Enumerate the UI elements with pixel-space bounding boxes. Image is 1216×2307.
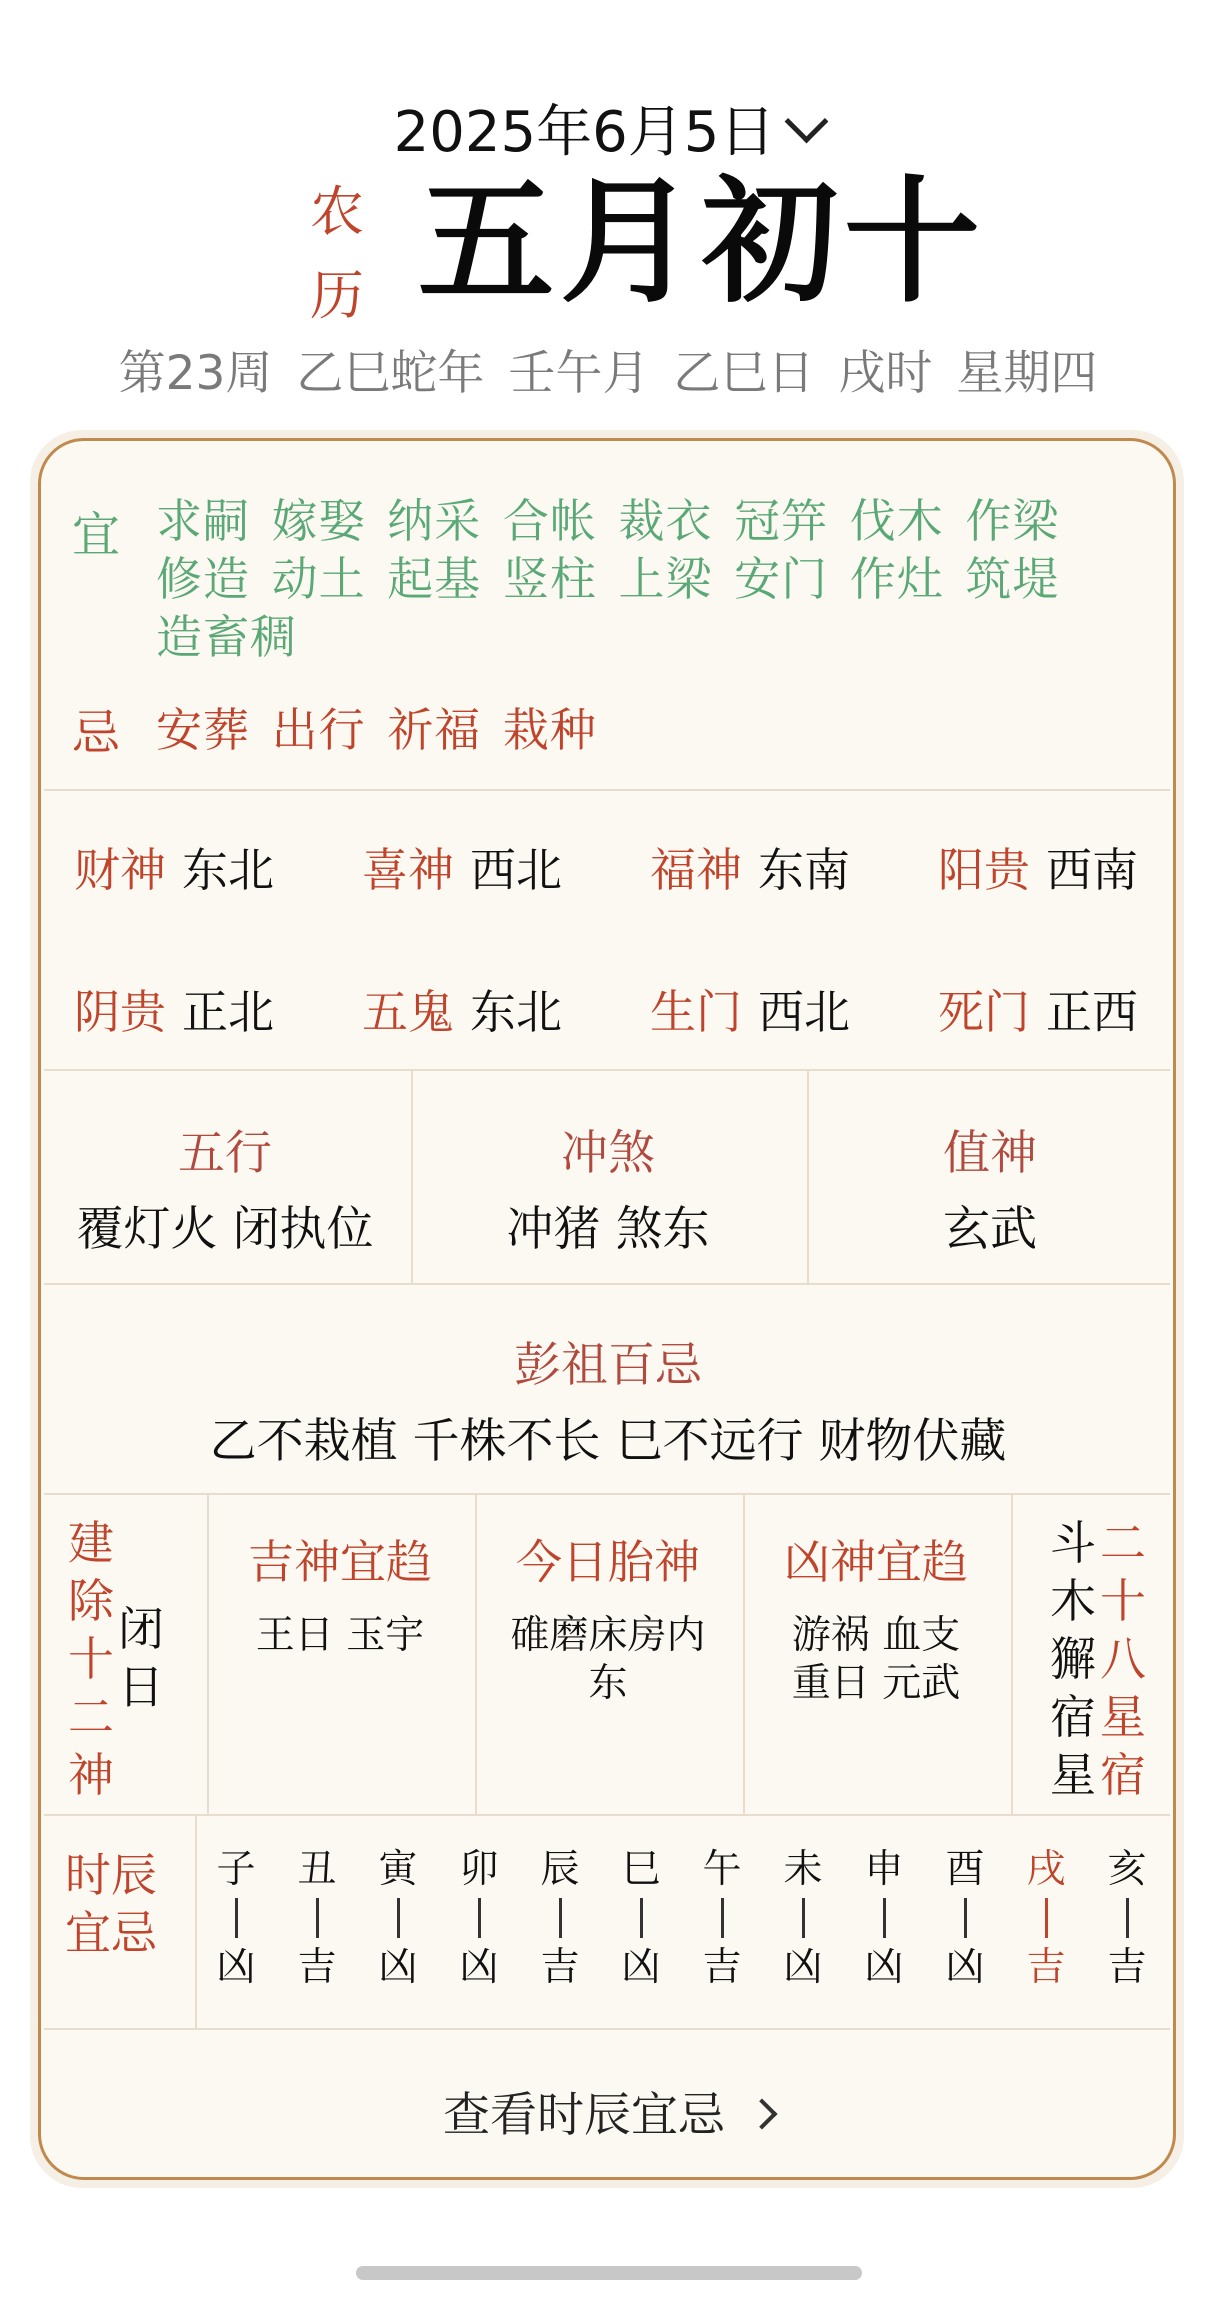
hour-item-shen[interactable] — [859, 1846, 909, 1992]
hour-item-wei[interactable] — [778, 1846, 828, 1992]
hour-zhi: 午 — [702, 1847, 742, 1892]
hour-bar — [559, 1898, 562, 1938]
jianchu-label — [66, 1514, 116, 1804]
chevron-down-icon[interactable] — [785, 100, 829, 144]
god-direction — [74, 976, 274, 1042]
god-name: 生门 — [650, 985, 742, 1039]
xiongshen-value — [742, 1612, 1010, 1708]
taishen-line: 碓磨床房内 — [510, 1613, 706, 1658]
god-name: 喜神 — [362, 843, 454, 897]
god-direction — [938, 976, 1138, 1042]
hour-luck: 凶 — [459, 1945, 499, 1990]
hours-label-line: 宜忌 — [65, 1906, 157, 1960]
ji-text: 安葬 出行 祈福 栽种 — [156, 703, 597, 757]
god-dir: 正西 — [1046, 985, 1138, 1039]
day-ganzhi: 乙巳日 — [673, 346, 815, 401]
yi-text: 求嗣 嫁娶 纳采 合帐 裁衣 冠笄 伐木 作梁 修造 动土 起基 竖柱 上梁 安门 作灶 筑堤 造畜稠 — [156, 494, 1060, 664]
god-dir: 东南 — [758, 843, 850, 897]
view-hours-link[interactable] — [0, 2078, 1216, 2145]
god-direction — [362, 834, 562, 900]
lunar-tag — [302, 170, 372, 338]
hour-bar — [316, 1898, 319, 1938]
lunar-date: 五月初十 — [418, 164, 986, 322]
hour-bar — [235, 1898, 238, 1938]
month-ganzhi: 壬午月 — [508, 346, 650, 401]
divider — [195, 1814, 197, 2028]
divider — [44, 1493, 1170, 1495]
vertical-char: 星 — [1100, 1690, 1146, 1744]
vertical-char: 二 — [1100, 1516, 1146, 1570]
pengzu-value: 乙不栽植 千株不长 巳不远行 财物伏藏 — [209, 1414, 1007, 1469]
hour-zhi: 丑 — [297, 1847, 337, 1892]
god-dir: 正北 — [182, 985, 274, 1039]
hour-bar — [397, 1898, 400, 1938]
vertical-char: 十 — [1100, 1574, 1146, 1628]
hour-zhi: 子 — [216, 1847, 256, 1892]
hour-item-chou[interactable] — [292, 1846, 342, 1992]
zhishen-title: 值神 — [943, 1126, 1037, 1181]
god-name: 阳贵 — [938, 843, 1030, 897]
god-direction — [650, 834, 850, 900]
ganzhi-row — [0, 336, 1216, 403]
vertical-char: 闭 — [118, 1602, 164, 1656]
hour-bar — [640, 1898, 643, 1938]
vertical-char: 宿 — [1050, 1690, 1096, 1744]
ji-label: 忌 — [72, 705, 121, 761]
god-dir: 西南 — [1046, 843, 1138, 897]
vertical-char: 神 — [68, 1748, 114, 1802]
hour-luck: 凶 — [945, 1945, 985, 1990]
pengzu-title: 彭祖百忌 — [514, 1338, 702, 1393]
hour-luck: 凶 — [216, 1945, 256, 1990]
vertical-char: 宿 — [1100, 1748, 1146, 1802]
hour-bar — [478, 1898, 481, 1938]
hours-label — [56, 1846, 166, 1962]
hour-zhi: 巳 — [621, 1847, 661, 1892]
xiu-value — [1048, 1514, 1098, 1804]
hour-item-you[interactable] — [940, 1846, 990, 1992]
weekday: 星期四 — [956, 346, 1098, 401]
god-dir: 东北 — [182, 843, 274, 897]
year-ganzhi: 乙巳蛇年 — [296, 346, 485, 401]
divider — [44, 2028, 1170, 2030]
hour-luck: 凶 — [378, 1945, 418, 1990]
hours-label-line: 时辰 — [65, 1848, 157, 1902]
hour-item-mao[interactable] — [454, 1846, 504, 1992]
hour-luck: 吉 — [297, 1945, 337, 1990]
hour-zhi: 戌 — [1026, 1847, 1066, 1892]
hour-bar — [1045, 1898, 1048, 1938]
god-dir: 西北 — [758, 985, 850, 1039]
god-direction — [938, 834, 1138, 900]
vertical-char: 星 — [1050, 1748, 1096, 1802]
hour-luck: 吉 — [702, 1945, 742, 1990]
hour-zhi: 酉 — [945, 1847, 985, 1892]
jianchu-value — [116, 1600, 166, 1716]
hour-zhi: 亥 — [1107, 1847, 1147, 1892]
hour-item-zi[interactable] — [211, 1846, 261, 1992]
hour-item-si[interactable] — [616, 1846, 666, 1992]
hour-luck: 吉 — [1107, 1945, 1147, 1990]
hour-zhi: 辰 — [540, 1847, 580, 1892]
vertical-char: 日 — [118, 1660, 164, 1714]
hour-ganzhi: 戌时 — [838, 346, 933, 401]
xiongshen-line: 重日 元武 — [791, 1661, 961, 1706]
god-name: 财神 — [74, 843, 166, 897]
vertical-char: 獬 — [1050, 1632, 1096, 1686]
god-direction — [74, 834, 274, 900]
divider — [44, 789, 1170, 791]
chongsha-title: 冲煞 — [561, 1126, 655, 1181]
lunar-tag-char: 农 — [310, 180, 364, 243]
home-indicator[interactable] — [356, 2266, 862, 2280]
vertical-char: 十 — [68, 1632, 114, 1686]
vertical-char: 斗 — [1050, 1516, 1096, 1570]
god-direction — [650, 976, 850, 1042]
jishen-title: 吉神宜趋 — [248, 1535, 432, 1589]
god-name: 五鬼 — [362, 985, 454, 1039]
chevron-right-icon[interactable] — [746, 2098, 777, 2129]
hour-luck: 凶 — [864, 1945, 904, 1990]
divider — [1011, 1493, 1013, 1814]
chongsha-value: 冲猪 煞东 — [506, 1202, 710, 1257]
hour-bar — [1126, 1898, 1129, 1938]
wuxing-value: 覆灯火 闭执位 — [76, 1202, 374, 1257]
jishen-value: 王日 玉宇 — [255, 1613, 425, 1658]
lunar-tag-char: 历 — [310, 264, 364, 327]
hour-bar — [721, 1898, 724, 1938]
hour-item-xu-current[interactable] — [1021, 1846, 1071, 1992]
god-dir: 东北 — [470, 985, 562, 1039]
divider — [44, 1069, 1170, 1071]
wuxing-title: 五行 — [178, 1126, 272, 1181]
god-name: 福神 — [650, 843, 742, 897]
hour-luck: 凶 — [783, 1945, 823, 1990]
zhishen-value: 玄武 — [943, 1202, 1037, 1257]
divider — [44, 1283, 1170, 1285]
hour-zhi: 寅 — [378, 1847, 418, 1892]
hour-luck: 凶 — [621, 1945, 661, 1990]
taishen-title: 今日胎神 — [516, 1535, 700, 1589]
hour-luck: 吉 — [1026, 1945, 1066, 1990]
xiongshen-title: 凶神宜趋 — [784, 1535, 968, 1589]
god-dir: 西北 — [470, 843, 562, 897]
god-name: 死门 — [938, 985, 1030, 1039]
date-selector[interactable] — [0, 88, 1216, 168]
yi-label: 宜 — [72, 507, 121, 563]
hour-bar — [883, 1898, 886, 1938]
god-name: 阴贵 — [74, 985, 166, 1039]
vertical-char: 除 — [68, 1574, 114, 1628]
god-direction — [362, 976, 562, 1042]
hour-item-chen[interactable] — [535, 1846, 585, 1992]
vertical-char: 二 — [68, 1690, 114, 1744]
hour-zhi: 未 — [783, 1847, 823, 1892]
xiongshen-line: 游祸 血支 — [791, 1613, 961, 1658]
solar-date[interactable]: 2025年6月5日 — [393, 100, 776, 165]
week-number: 第23周 — [118, 346, 273, 401]
hour-item-hai[interactable] — [1102, 1846, 1152, 1992]
hour-zhi: 申 — [864, 1847, 904, 1892]
hour-bar — [964, 1898, 967, 1938]
hour-item-yin[interactable] — [373, 1846, 423, 1992]
divider — [44, 1814, 1170, 1816]
hour-bar — [802, 1898, 805, 1938]
taishen-value — [474, 1612, 742, 1708]
hour-luck: 吉 — [540, 1945, 580, 1990]
vertical-char: 木 — [1050, 1574, 1096, 1628]
vertical-char: 八 — [1100, 1632, 1146, 1686]
vertical-char: 建 — [68, 1516, 114, 1570]
xiu-label — [1098, 1514, 1148, 1804]
taishen-line: 东 — [588, 1661, 628, 1706]
view-hours-label[interactable]: 查看时辰宜忌 — [443, 2088, 725, 2143]
hour-item-wu[interactable] — [697, 1846, 747, 1992]
hour-zhi: 卯 — [459, 1847, 499, 1892]
